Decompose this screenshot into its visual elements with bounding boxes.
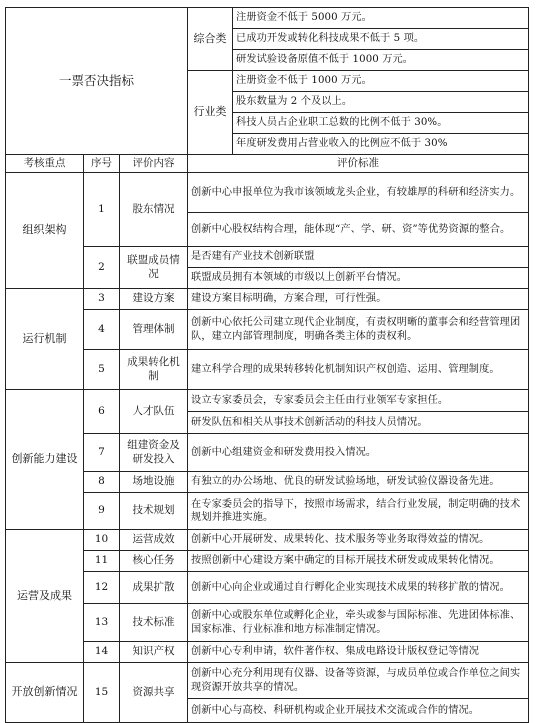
item-content: 联盟成员情况: [120, 247, 188, 289]
item-index: 15: [84, 663, 120, 723]
item-content: 管理体制: [120, 310, 188, 350]
table-row: [6, 663, 529, 699]
item-criteria: 建立科学合理的成果转移转化机制知识产权创造、运用、管理制度。: [188, 350, 529, 390]
header-index: 序号: [84, 155, 120, 173]
item-index: 8: [84, 472, 120, 493]
item-criteria: 创新中心或股东单位或孵化企业，牵头或参与国际标准、先进团体标准、国家标准、行业标准和地方标准制定情况。: [188, 604, 529, 642]
table-row: [6, 604, 529, 642]
item-criteria: 创新中心股权结构合理，能体现“产、学、研、资”等优势资源的整合。: [188, 213, 529, 247]
item-criteria: 有独立的办公场地、优良的研发试验场地，研发试验仪器设备先进。: [188, 472, 529, 493]
table-row: [6, 289, 529, 310]
item-criteria: 建设方案目标明确，方案合理，可行性强。: [188, 289, 529, 310]
item-criteria: 设立专家委员会，专家委员会主任由行业领军专家担任。: [188, 390, 529, 412]
item-index: 10: [84, 530, 120, 551]
item-criteria: 创新中心组建资金和研发费用投入情况。: [188, 434, 529, 472]
item-index: 11: [84, 551, 120, 572]
item-content: 成果扩散: [120, 572, 188, 604]
item-index: 5: [84, 350, 120, 390]
table-row: [6, 434, 529, 472]
item-content: 知识产权: [120, 642, 188, 663]
table-row: [6, 390, 529, 412]
section-name: 开放创新情况: [6, 663, 84, 723]
item-criteria: 创新中心依托公司建立现代企业制度，有责权明晰的董事会和经营管理团队，建立内部管理制度，明确各类主体的责权利。: [188, 310, 529, 350]
item-criteria: 是否建有产业技术创新联盟: [188, 247, 529, 268]
veto-row: [6, 8, 529, 29]
veto-rule: 研发试验设备原值不低于 1000 万元。: [233, 50, 529, 71]
item-content: 人才队伍: [120, 390, 188, 434]
table-row: [6, 572, 529, 604]
item-index: 4: [84, 310, 120, 350]
section-name: 运行机制: [6, 289, 84, 390]
header-focus: 考核重点: [6, 155, 84, 173]
header-content: 评价内容: [120, 155, 188, 173]
item-criteria: 创新中心专利申请，软件著作权、集成电路设计版权登记等情况: [188, 642, 529, 663]
veto-rule: 股东数量为 2 个及以上。: [233, 92, 529, 113]
section-name: 创新能力建设: [6, 390, 84, 530]
item-content: 资源共享: [120, 663, 188, 723]
table-row: [6, 173, 529, 213]
item-content: 组建资金及研发投入: [120, 434, 188, 472]
table-row: [6, 551, 529, 572]
item-criteria: 创新中心申报单位为我市该领域龙头企业，有较雄厚的科研和经济实力。: [188, 173, 529, 213]
header-criteria: 评价标准: [188, 155, 529, 173]
table-row: [6, 493, 529, 530]
item-content: 成果转化机制: [120, 350, 188, 390]
item-content: 技术标准: [120, 604, 188, 642]
item-content: 核心任务: [120, 551, 188, 572]
item-criteria: 研发队伍和相关从事技术创新活动的科技人员情况。: [188, 412, 529, 434]
item-index: 13: [84, 604, 120, 642]
veto-group-name: 综合类: [188, 8, 233, 71]
evaluation-table: [5, 7, 529, 723]
evaluation-table-body: [6, 8, 529, 723]
item-content: 建设方案: [120, 289, 188, 310]
item-criteria: 创新中心开展研发、成果转化、技术服务等业务取得效益的情况。: [188, 530, 529, 551]
section-name: 运营及成果: [6, 530, 84, 663]
table-row: [6, 472, 529, 493]
item-index: 1: [84, 173, 120, 247]
item-criteria: 创新中心充分利用现有仪器、设备等资源，与成员单位或合作单位之间实现资源开放共享的情况。: [188, 663, 529, 699]
item-criteria: 创新中心与高校、科研机构或企业开展技术交流或合作的情况。: [188, 699, 529, 723]
item-criteria: 创新中心向企业或通过自行孵化企业实现技术成果的转移扩散的情况。: [188, 572, 529, 604]
section-name: 组织架构: [6, 173, 84, 289]
item-content: 股东情况: [120, 173, 188, 247]
item-criteria: 按照创新中心建设方案中确定的目标开展技术研发或成果转化情况。: [188, 551, 529, 572]
table-row: [6, 310, 529, 350]
item-content: 运营成效: [120, 530, 188, 551]
item-index: 2: [84, 247, 120, 289]
item-index: 3: [84, 289, 120, 310]
item-criteria: 联盟成员拥有本领域的市级以上创新平台情况。: [188, 268, 529, 289]
item-index: 7: [84, 434, 120, 472]
item-index: 14: [84, 642, 120, 663]
table-row: [6, 350, 529, 390]
veto-rule: 已成功开发或转化科技成果不低于 5 项。: [233, 29, 529, 50]
evaluation-sheet: [5, 7, 528, 716]
item-index: 6: [84, 390, 120, 434]
table-row: [6, 642, 529, 663]
veto-rule: 注册资金不低于 1000 万元。: [233, 71, 529, 92]
veto-group-name: 行业类: [188, 71, 233, 155]
item-index: 9: [84, 493, 120, 530]
item-content: 技术规划: [120, 493, 188, 530]
veto-rule: 注册资金不低于 5000 万元。: [233, 8, 529, 29]
veto-title: 一票否决指标: [6, 8, 188, 155]
veto-rule: 科技人员占企业职工总数的比例不低于 30%。: [233, 113, 529, 134]
table-header-row: [6, 155, 529, 173]
item-criteria: 在专家委员会的指导下，按照市场需求，结合行业发展，制定明确的技术规划并推进实施。: [188, 493, 529, 530]
table-row: [6, 247, 529, 268]
item-content: 场地设施: [120, 472, 188, 493]
item-index: 12: [84, 572, 120, 604]
veto-rule: 年度研发费用占营业收入的比例应不低于 30%: [233, 134, 529, 155]
table-row: [6, 530, 529, 551]
